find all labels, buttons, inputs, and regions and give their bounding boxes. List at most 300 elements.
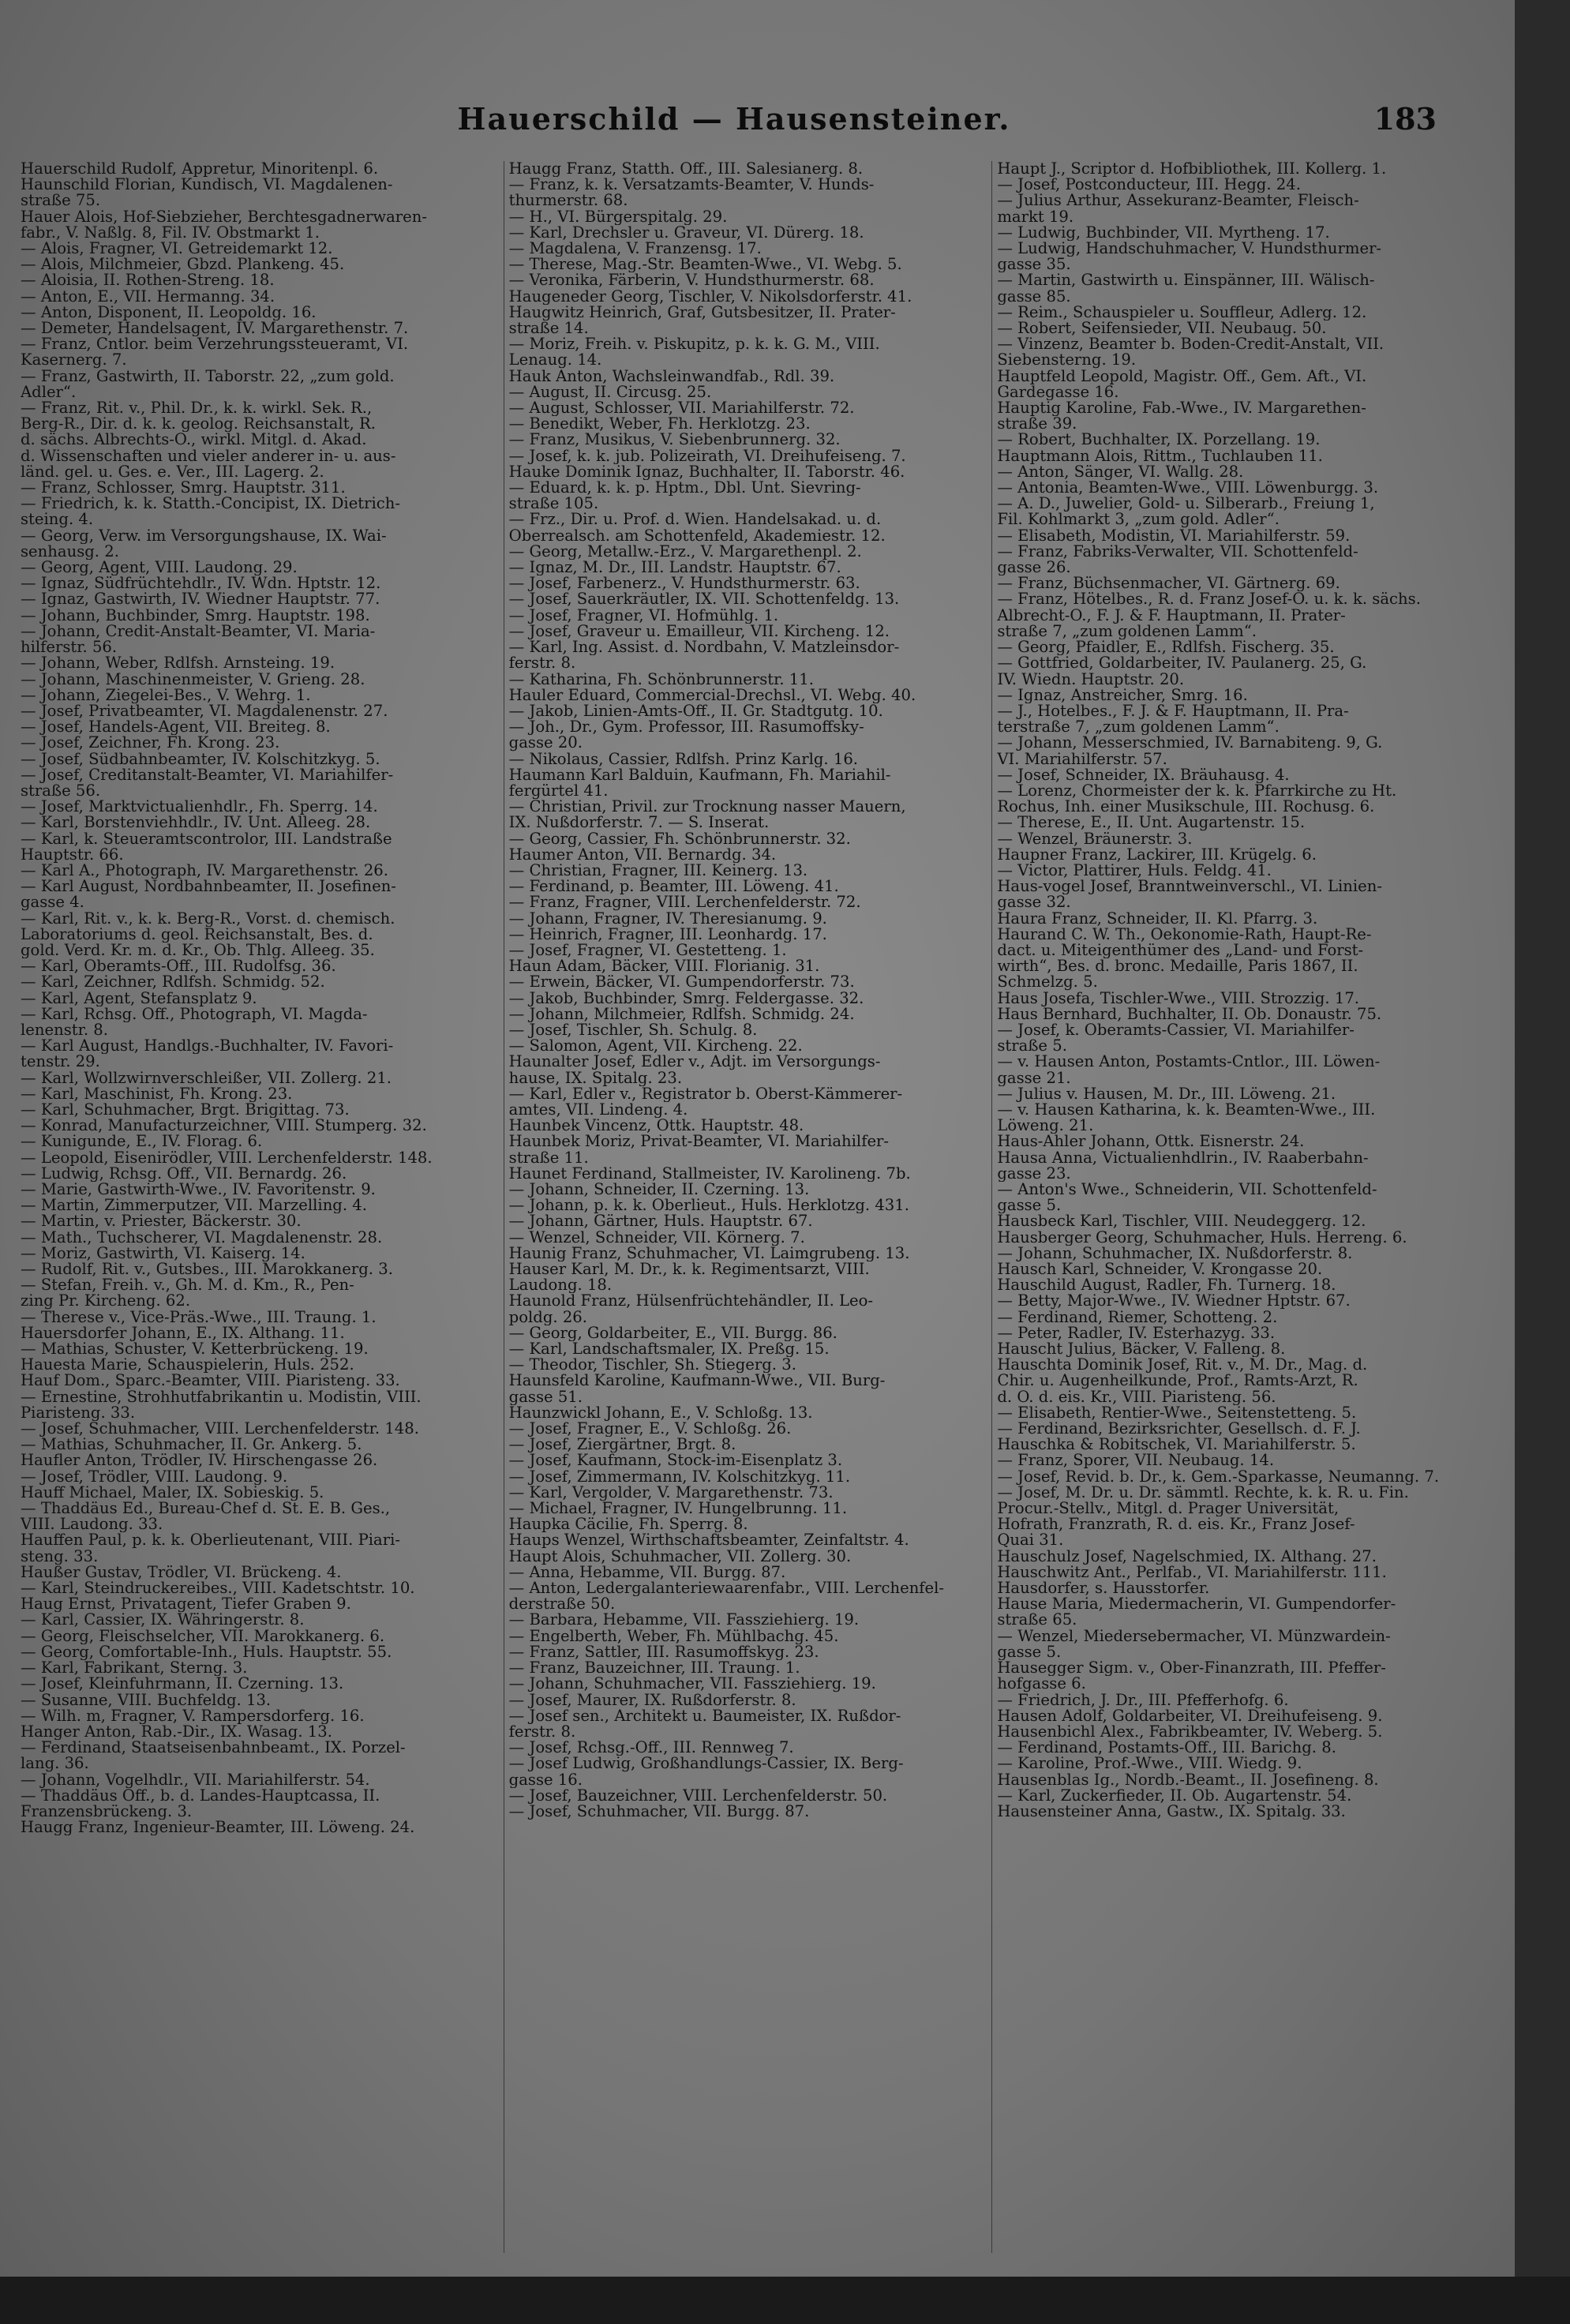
directory-entry-line: Hauler Eduard, Commercial-Drechsl., VI. Webg. 40. [508,687,916,703]
directory-entry-line: — Mathias, Schuhmacher, II. Gr. Ankerg. 5. [21,1437,362,1453]
directory-entry-line: — Aloisia, II. Rothen-Streng. 18. [21,272,275,289]
directory-entry-line: Hauptmann Alois, Rittm., Tuchlauben 11. [997,448,1323,464]
directory-entry-line: Siebensterng. 19. [997,352,1137,369]
directory-entry-line: — Jakob, Buchbinder, Smrg. Feldergasse. 32. [508,990,864,1006]
directory-entry-line: — Franz, Rit. v., Phil. Dr., k. k. wirkl. Sek. R., [21,400,373,417]
directory-entry-line: — Heinrich, Fragner, III. Leonhardg. 17. [508,926,827,943]
scan-border-bottom [0,2277,1570,2324]
directory-entry-line: gasse 5. [997,1644,1062,1661]
directory-entry-line: — Betty, Major-Wwe., IV. Wiedner Hptstr. 67. [997,1293,1351,1310]
directory-entry-line: — Antonia, Beamten-Wwe., VIII. Löwenburgg. 3. [997,480,1379,497]
directory-entry-line: — Karl, Wollzwirnverschleißer, VII. Zollerg. 21. [21,1070,392,1086]
directory-entry-line: Hauffen Paul, p. k. k. Oberlieutenant, VIII. Piari- [21,1532,400,1549]
directory-entry-line: — Karl, Zuckerfieder, II. Ob. Augartenstr. 54. [997,1787,1352,1804]
directory-entry-line: — Josef, Kleinfuhrmann, II. Czerning. 13. [21,1676,344,1692]
directory-entry-line: Haußer Gustav, Trödler, VI. Brückeng. 4. [21,1564,342,1581]
directory-entry-line: lenenstr. 8. [21,1021,108,1039]
running-head: Hauerschild — Hausensteiner. [457,101,1011,137]
directory-entry-line: Hauer Alois, Hof-Siebzieher, Berchtesgadnerwaren- [21,208,428,225]
directory-entry-line: Hauschka & Robitschek, VI. Mariahilferstr. 5. [997,1437,1356,1453]
directory-entry-line: Haupner Franz, Lackirer, III. Krügelg. 6. [997,846,1317,863]
directory-entry-line: Hauschwitz Ant., Perlfab., VI. Mariahilferstr. 111. [997,1564,1387,1581]
column-left [21,161,493,2253]
directory-entry-line: — Josef, Südbahnbeamter, IV. Kolschitzkyg. 5. [21,751,380,767]
directory-entry-line: — H., VI. Bürgerspitalg. 29. [508,208,728,225]
directory-entry-line: Schmelzg. 5. [997,974,1098,991]
directory-entry-line: gasse 26. [997,560,1071,576]
directory-entry-line: — Franz, Sattler, III. Rasumoffskyg. 23. [508,1644,819,1661]
directory-entry-line: Hauerschild Rudolf, Appretur, Minoritenpl. 6. [21,161,379,178]
directory-entry-line: fabr., V. Naßlg. 8, Fil. IV. Obstmarkt 1. [21,224,320,242]
directory-entry-line: — Anna, Hebamme, VII. Burgg. 87. [508,1564,786,1581]
directory-entry-line: — A. D., Juwelier, Gold- u. Silberarb., Freiung 1, [997,496,1375,512]
directory-entry-line: — Anton, Ledergalanteriewaarenfabr., VIII. Lerchenfel- [508,1580,945,1597]
directory-entry-line: Haunzwickl Johann, E., V. Schloßg. 13. [508,1404,813,1422]
directory-entry-line: Hauff Michael, Maler, IX. Sobieskig. 5. [21,1484,324,1501]
directory-entry-line: — Johann, Gärtner, Huls. Hauptstr. 67. [508,1213,813,1230]
directory-entry-line: — Julius Arthur, Assekuranz-Beamter, Fleisch- [997,193,1359,209]
directory-entry-line: Haunold Franz, Hülsenfrüchtehändler, II. Leo- [508,1293,874,1310]
directory-entry-line: — Julius v. Hausen, M. Dr., III. Löweng. 21. [997,1085,1336,1102]
directory-entry-line: — Magdalena, V. Franzensg. 17. [508,241,762,257]
directory-entry-line: Haupt Alois, Schuhmacher, VII. Zollerg. 30. [508,1548,852,1565]
directory-entry-line: — Josef, Handels-Agent, VII. Breiteg. 8. [21,719,331,736]
directory-entry-line: — Josef, Zeichner, Fh. Krong. 23. [21,735,280,752]
directory-entry-line: — Theodor, Tischler, Sh. Stiegerg. 3. [508,1357,796,1374]
directory-entry-line: — Frz., Dir. u. Prof. d. Wien. Handelsakad. u. d. [508,512,882,528]
directory-entry-line: — Karl, Oberamts-Off., III. Rudolfsg. 36. [21,958,336,975]
directory-entry-line: Gardegasse 16. [997,384,1119,401]
directory-entry-line: gold. Verd. Kr. m. d. Kr., Ob. Thlg. Alleeg. 35. [21,942,375,959]
directory-entry-line: — Christian, Fragner, III. Keinerg. 13. [508,862,808,879]
directory-entry-line: — Alois, Milchmeier, Gbzd. Plankeng. 45. [21,257,345,273]
directory-entry-line: — Josef, Sauerkräutler, IX. VII. Schottenfeldg. 13. [508,591,900,608]
directory-entry-line: IX. Nußdorferstr. 7. — S. Inserat. [508,815,770,831]
directory-entry-line: Hauptig Karoline, Fab.-Wwe., IV. Margarethen- [997,400,1366,417]
directory-entry-line: — Leopold, Eisenirödler, VIII. Lerchenfelderstr. 148. [21,1149,433,1166]
directory-entry-line: — Peter, Radler, IV. Esterhazyg. 33. [997,1325,1276,1342]
directory-entry-line: — Wenzel, Bräunerstr. 3. [997,830,1193,847]
directory-entry-line: Haunbek Vincenz, Ottk. Hauptstr. 48. [508,1118,804,1134]
directory-entry-line: — Franz, Büchsenmacher, VI. Gärtnerg. 69. [997,575,1340,592]
directory-entry-line: — Josef, Privatbeamter, VI. Magdalenenstr. 27. [21,703,388,720]
directory-entry-line: — Vinzenz, Beamter b. Boden-Credit-Anstalt, VII. [997,336,1385,353]
directory-entry-line: gasse 35. [997,257,1071,273]
directory-entry-line: Haugwitz Heinrich, Graf, Gutsbesitzer, II. Prater- [508,304,896,321]
directory-entry-line: — Reim., Schauspieler u. Souffleur, Adlerg. 12. [997,304,1367,321]
directory-entry-line: — Alois, Fragner, VI. Getreidemarkt 12. [21,241,333,257]
directory-entry-line: — Ferdinand, Riemer, Schotteng. 2. [997,1309,1278,1325]
directory-entry-line: straße 11. [508,1149,589,1166]
directory-entry-line: — Franz, Fabriks-Verwalter, VII. Schottenfeld- [997,543,1358,560]
directory-entry-line: gasse 32. [997,894,1071,911]
directory-entry-line: — Johann, Credit-Anstalt-Beamter, VI. Maria- [21,623,376,640]
directory-entry-line: Haus Josefa, Tischler-Wwe., VIII. Strozzig. 17. [997,990,1360,1006]
directory-entry-line: — Josef, Postconducteur, III. Hegg. 24. [997,177,1301,193]
directory-entry-line: gasse 20. [508,735,583,752]
directory-entry-line: Hauser Karl, M. Dr., k. k. Regimentsarzt, VIII. [508,1261,870,1278]
directory-entry-line: — Johann, Vogelhdlr., VII. Mariahilferstr. 54. [21,1771,370,1788]
directory-entry-line: hause, IX. Spitalg. 23. [508,1070,683,1086]
directory-entry-line: — Jakob, Linien-Amts-Off., II. Gr. Stadtgutg. 10. [508,703,883,720]
directory-entry-line: IV. Wiedn. Hauptstr. 20. [997,671,1185,688]
directory-entry-line: — Anton, Disponent, II. Leopoldg. 16. [21,304,317,321]
directory-entry-line: — Martin, Gastwirth u. Einspänner, III. Wälisch- [997,272,1375,289]
directory-entry-line: — Wenzel, Schneider, VII. Körnerg. 7. [508,1229,805,1246]
directory-entry-line: — Ferdinand, Postamts-Off., III. Barichg. 8. [997,1740,1336,1756]
directory-entry-line: Haunbek Moriz, Privat-Beamter, VI. Mariahilfer- [508,1134,890,1150]
directory-entry-line: — Kunigunde, E., IV. Florag. 6. [21,1134,263,1150]
directory-entry-line: Haufler Anton, Trödler, IV. Hirschengasse 26. [21,1452,378,1469]
directory-entry-line: — Franz, Gastwirth, II. Taborstr. 22, „zum gold. [21,368,395,384]
directory-entry-line: Hauscht Julius, Bäcker, V. Falleng. 8. [997,1341,1286,1358]
directory-entry-line: — Christian, Privil. zur Trocknung nasser Mauern, [508,799,906,815]
directory-entry-line: — Mathias, Schuster, V. Ketterbrückeng. 19. [21,1341,369,1358]
directory-entry-line: — Joh., Dr., Gym. Professor, III. Rasumoffsky- [508,719,864,736]
directory-entry-line: — Ludwig, Buchbinder, VII. Myrtheng. 17. [997,224,1330,242]
directory-entry-line: Haups Wenzel, Wirthschaftsbeamter, Zeinfaltstr. 4. [508,1532,909,1549]
directory-entry-line: — Josef, Schneider, IX. Bräuhausg. 4. [997,767,1290,783]
directory-entry-line: — Thaddäus Off., b. d. Landes-Hauptcassa, II. [21,1787,380,1804]
directory-entry-line: straße 75. [21,193,101,209]
directory-entry-line: gasse 85. [997,288,1071,305]
page-number: 183 [1373,101,1437,137]
directory-entry-line: — Michael, Fragner, IV. Hungelbrunng. 11. [508,1501,848,1517]
directory-entry-line: — Ferdinand, Staatseisenbahnbeamt., IX. Porzel- [21,1740,406,1756]
directory-entry-line: straße 65. [997,1612,1077,1629]
directory-entry-line: Hausberger Georg, Schuhmacher, Huls. Herreng. 6. [997,1229,1407,1246]
directory-entry-line: — Ignaz, Gastwirth, IV. Wiedner Hauptstr. 77. [21,591,380,608]
directory-entry-line: gasse 4. [21,894,84,911]
directory-entry-line: — Martin, Zimmerputzer, VII. Marzelling. 4. [21,1198,368,1214]
directory-entry-line: Haurand C. W. Th., Oekonomie-Rath, Haupt-Re- [997,926,1372,943]
directory-entry-line: — Josef, Trödler, VIII. Laudong. 9. [21,1468,288,1485]
directory-entry-line: — Karl, Agent, Stefansplatz 9. [21,990,257,1006]
directory-entry-line: Hauersdorfer Johann, E., IX. Althang. 11. [21,1325,345,1342]
directory-entry-line: — Ferdinand, Bezirksrichter, Gesellsch. d. F. J. [997,1421,1361,1438]
directory-entry-line: Hauschild August, Radler, Fh. Turnerg. 18. [997,1277,1336,1294]
directory-entry-line: ferstr. 8. [508,655,576,672]
directory-entry-line: — Franz, Cntlor. beim Verzehrungssteueramt, VI. [21,336,409,353]
directory-entry-line: gasse 51. [508,1389,583,1405]
directory-entry-line: — Gottfried, Goldarbeiter, IV. Paulanerg. 25, G. [997,655,1367,672]
directory-entry-line: — Ferdinand, p. Beamter, III. Löweng. 41. [508,879,839,895]
directory-entry-line: Laudong. 18. [508,1277,613,1294]
directory-entry-line: — Anton, Sänger, VI. Wallg. 28. [997,463,1244,481]
directory-entry-line: Hausdorfer, s. Hausstorfer. [997,1580,1210,1597]
directory-entry-line: terstraße 7, „zum goldenen Lamm“. [997,719,1280,736]
directory-entry-line: — Eduard, k. k. p. Hptm., Dbl. Unt. Sievring- [508,480,861,497]
directory-entry-line: Haunsfeld Karoline, Kaufmann-Wwe., VII. Burg- [508,1373,886,1389]
directory-entry-line: Haug Ernst, Privatagent, Tiefer Graben 9. [21,1596,351,1613]
directory-entry-line: — Therese, Mag.-Str. Beamten-Wwe., VI. Webg. 5. [508,257,902,273]
directory-entry-line: — Josef, M. Dr. u. Dr. sämmtl. Rechte, k. k. R. u. Fin. [997,1484,1409,1501]
directory-entry-line: — Josef, Schuhmacher, VII. Burgg. 87. [508,1803,810,1820]
directory-entry-line: Hofrath, Franzrath, R. d. eis. Kr., Franz Josef- [997,1516,1355,1533]
directory-entry-line: — Barbara, Hebamme, VII. Fassziehierg. 19. [508,1612,860,1629]
directory-entry-line: — Karl, k. Steueramtscontrolor, III. Landstraße [21,830,392,847]
directory-entry-line: ferstr. 8. [508,1723,576,1741]
directory-entry-line: straße 14. [508,320,589,337]
directory-entry-line: Hausensteiner Anna, Gastw., IX. Spitalg. 33. [997,1803,1346,1820]
directory-entry-line: Haugg Franz, Ingenieur-Beamter, III. Löweng. 24. [21,1820,415,1836]
directory-entry-line: — Franz, Sporer, VII. Neubaug. 14. [997,1452,1275,1469]
directory-entry-line: — Josef, Rchsg.-Off., III. Rennweg 7. [508,1740,794,1756]
directory-entry-line: VI. Mariahilferstr. 57. [997,751,1167,767]
directory-entry-line: — Ludwig, Rchsg. Off., VII. Bernardg. 26. [21,1165,347,1182]
directory-entry-line: — Demeter, Handelsagent, IV. Margarethenstr. 7. [21,320,409,337]
directory-entry-line: — Josef, Zimmermann, IV. Kolschitzkyg. 11. [508,1468,851,1485]
directory-entry-line: Haumer Anton, VII. Bernardg. 34. [508,846,777,863]
directory-entry-line: — Franz, k. k. Versatzamts-Beamter, V. Hunds- [508,177,875,193]
directory-entry-line: — Georg, Verw. im Versorgungshause, IX. Wai- [21,527,387,544]
directory-entry-line: — Josef, Farbenerz., V. Hundsthurmerstr. 63. [508,575,860,592]
directory-entry-line: Hausenbichl Alex., Fabrikbeamter, IV. Weberg. 5. [997,1723,1383,1741]
directory-entry-line: Procur.-Stellv., Mitgl. d. Prager Universität, [997,1501,1340,1517]
directory-entry-line: Haugeneder Georg, Tischler, V. Nikolsdorferstr. 41. [508,288,912,305]
directory-entry-line: — Veronika, Färberin, V. Hundsthurmerstr. 68. [508,272,875,289]
directory-entry-line: straße 5. [997,1038,1067,1055]
directory-entry-line: Löweng. 21. [997,1118,1094,1134]
directory-entry-line: — Johann, p. k. k. Oberlieut., Huls. Herklotzg. 431. [508,1198,909,1214]
directory-entry-line: gasse 16. [508,1771,583,1788]
directory-entry-line: Haunig Franz, Schuhmacher, VI. Laimgrubeng. 13. [508,1245,910,1262]
directory-entry-line: — Karl, Rit. v., k. k. Berg-R., Vorst. d. chemisch. [21,910,395,927]
directory-entry-line: Oberrealsch. am Schottenfeld, Akademiestr. 12. [508,527,886,544]
scan-border-right [1515,0,1570,2324]
directory-entry-line: — Josef, Fragner, VI. Hofmühlg. 1. [508,607,779,624]
directory-entry-line: — Georg, Agent, VIII. Laudong. 29. [21,560,298,576]
directory-entry-line: — Josef, Marktvictualienhdlr., Fh. Sperrg. 14. [21,799,378,815]
directory-entry-line: — Elisabeth, Rentier-Wwe., Seitenstetteng. 5. [997,1404,1357,1422]
directory-entry-line: — Josef, k. k. jub. Polizeirath, VI. Dreihufeiseng. 7. [508,448,906,464]
directory-entry-line: — Josef, k. Oberamts-Cassier, VI. Mariahilfer- [997,1021,1355,1039]
directory-entry-line: — Johann, Ziegelei-Bes., V. Wehrg. 1. [21,687,311,703]
directory-entry-line: Lenaug. 14. [508,352,602,369]
directory-entry-line: Haumann Karl Balduin, Kaufmann, Fh. Mariahil- [508,767,891,783]
directory-entry-line: Haunalter Josef, Edler v., Adjt. im Versorgungs- [508,1054,881,1070]
directory-entry-line: senhausg. 2. [21,543,119,560]
directory-entry-line: — Karl A., Photograph, IV. Margarethenstr. 26. [21,862,389,879]
directory-entry-line: — Engelberth, Weber, Fh. Mühlbachg. 45. [508,1628,839,1644]
directory-entry-line: Berg-R., Dir. d. k. k. geolog. Reichsanstalt, R. [21,416,377,433]
directory-entry-line: — Ignaz, M. Dr., III. Landstr. Hauptstr. 67. [508,560,841,576]
directory-entry-line: straße 39. [997,416,1077,433]
directory-entry-line: — Josef, Graveur u. Emailleur, VII. Kircheng. 12. [508,623,890,640]
directory-entry-line: — Friedrich, J. Dr., III. Pfefferhofg. 6. [997,1692,1289,1708]
directory-entry-line: — Lorenz, Chormeister der k. k. Pfarrkirche zu Ht. [997,782,1397,800]
directory-entry-line: — Johann, Maschinenmeister, V. Grieng. 28. [21,671,365,688]
directory-entry-line: — Karl, Edler v., Registrator b. Oberst-Kämmerer- [508,1085,903,1102]
directory-entry-line: Hausbeck Karl, Tischler, VIII. Neudeggerg. 12. [997,1213,1366,1230]
directory-entry-line: — Franz, Fragner, VIII. Lerchenfelderstr. 72. [508,894,861,911]
directory-entry-line: Hauesta Marie, Schauspielerin, Huls. 252. [21,1357,354,1374]
directory-entry-line: — Franz, Hötelbes., R. d. Franz Josef-O. u. k. k. sächs. [997,591,1421,608]
directory-entry-line: — Karl, Rchsg. Off., Photograph, VI. Magda- [21,1006,368,1022]
directory-entry-line: Hause Maria, Miedermacherin, VI. Gumpendorfer- [997,1596,1396,1613]
directory-entry-line: — Marie, Gastwirth-Wwe., IV. Favoritenstr. 9. [21,1182,376,1198]
directory-entry-line: — Benedikt, Weber, Fh. Herklotzg. 23. [508,416,811,433]
directory-entry-line: Hauschulz Josef, Nagelschmied, IX. Althang. 27. [997,1548,1377,1565]
directory-entry-line: — Karl, Drechsler u. Graveur, VI. Dürerg. 18. [508,224,864,242]
directory-entry-line: — Karl, Vergolder, V. Margarethenstr. 73. [508,1484,834,1501]
directory-entry-line: hofgasse 6. [997,1676,1086,1692]
directory-entry-line: — Josef, Fragner, VI. Gestetteng. 1. [508,942,787,959]
directory-entry-line: — Thaddäus Ed., Bureau-Chef d. St. E. B. Ges., [21,1501,391,1517]
directory-entry-line: — Karoline, Prof.-Wwe., VIII. Wiedg. 9. [997,1756,1302,1772]
directory-entry-line: steng. 33. [21,1548,99,1565]
directory-entry-line: — Karl, Ing. Assist. d. Nordbahn, V. Matzleinsdor- [508,639,900,656]
directory-entry-line: Hausa Anna, Victualienhdlrin., IV. Raaberbahn- [997,1149,1369,1166]
directory-entry-line: — Moriz, Freih. v. Piskupitz, p. k. k. G. M., VIII. [508,336,880,353]
directory-entry-line: — Georg, Comfortable-Inh., Huls. Hauptstr. 55. [21,1644,392,1661]
directory-entry-line: Hausegger Sigm. v., Ober-Finanzrath, III. Pfeffer- [997,1660,1386,1677]
directory-entry-line: — Therese v., Vice-Präs.-Wwe., III. Traung. 1. [21,1309,377,1325]
directory-entry-line: — Josef, Ziergärtner, Brgt. 8. [508,1437,736,1453]
directory-entry-line: — Karl, Schuhmacher, Brgt. Brigittag. 73. [21,1101,350,1119]
directory-entry-line: tenstr. 29. [21,1054,100,1070]
directory-entry-line: Hauschta Dominik Josef, Rit. v., M. Dr., Mag. d. [997,1357,1368,1374]
directory-entry-line: — Karl, Borstenviehhdlr., IV. Unt. Alleeg. 28. [21,815,371,831]
directory-entry-line: — Josef, Creditanstalt-Beamter, VI. Mariahilfer- [21,767,394,783]
directory-entry-line: — Wilh. m, Fragner, V. Rampersdorferg. 16. [21,1707,365,1724]
directory-entry-line: Haura Franz, Schneider, II. Kl. Pfarrg. 3. [997,910,1318,927]
directory-entry-line: — Karl, Fabrikant, Sterng. 3. [21,1660,248,1677]
directory-entry-line: — Susanne, VIII. Buchfeldg. 13. [21,1692,272,1708]
directory-entry-line: amtes, VII. Lindeng. 4. [508,1101,688,1119]
directory-entry-line: — Johann, Weber, Rdlfsh. Arnsteing. 19. [21,655,335,672]
directory-entry-line: — Friedrich, k. k. Statth.-Concipist, IX. Dietrich- [21,496,401,512]
directory-entry-line: Haugg Franz, Statth. Off., III. Salesianerg. 8. [508,161,864,178]
directory-entry-line: — J., Hotelbes., F. J. & F. Hauptmann, II. Pra- [997,703,1349,720]
directory-entry-line: — Karl, Landschaftsmaler, IX. Preßg. 15. [508,1341,830,1358]
directory-entry-line: — Josef, Revid. b. Dr., k. Gem.-Sparkasse, Neumanng. 7. [997,1468,1440,1485]
column-middle [504,161,981,2253]
directory-entry-line: länd. gel. u. Ges. e. Ver., III. Lagerg. 2. [21,463,324,481]
directory-entry-line: Haupt J., Scriptor d. Hofbibliothek, III. Kollerg. 1. [997,161,1387,178]
directory-entry-line: Haunet Ferdinand, Stallmeister, IV. Karolineng. 7b. [508,1165,911,1182]
directory-entry-line: — Ludwig, Handschuhmacher, V. Hundsthurmer- [997,241,1382,257]
directory-entry-line: straße 56. [21,782,101,800]
directory-entry-line: markt 19. [997,208,1074,225]
directory-entry-line: — Josef, Fragner, E., V. Schloßg. 26. [508,1421,792,1438]
directory-entry-line: — Georg, Metallw.-Erz., V. Margarethenpl. 2. [508,543,862,560]
directory-entry-line: — Josef, Bauzeichner, VIII. Lerchenfelderstr. 50. [508,1787,888,1804]
directory-entry-line: — Josef, Kaufmann, Stock-im-Eisenplatz 3. [508,1452,843,1469]
directory-entry-line: — Georg, Cassier, Fh. Schönbrunnerstr. 32. [508,830,851,847]
directory-entry-line: — Johann, Schuhmacher, VII. Fassziehierg. 19. [508,1676,876,1692]
directory-entry-line: derstraße 50. [508,1596,616,1613]
directory-entry-line: Haun Adam, Bäcker, VIII. Florianig. 31. [508,958,820,975]
directory-entry-line: dact. u. Miteigenthümer des „Land- und Forst- [997,942,1364,959]
directory-entry-line: — Josef sen., Architekt u. Baumeister, IX. Rußdor- [508,1707,901,1724]
directory-entry-line: Chir. u. Augenheilkunde, Prof., Ramts-Arzt, R. [997,1373,1358,1389]
directory-entry-line: steing. 4. [21,512,94,528]
directory-entry-line: — Karl, Cassier, IX. Währingerstr. 8. [21,1612,305,1629]
directory-entry-line: Hauke Dominik Ignaz, Buchhalter, II. Taborstr. 46. [508,463,905,481]
directory-entry-line: — Rudolf, Rit. v., Gutsbes., III. Marokkanerg. 3. [21,1261,393,1278]
directory-entry-line: Fil. Kohlmarkt 3, „zum gold. Adler“. [997,512,1280,528]
directory-entry-line: — Robert, Seifensieder, VII. Neubaug. 50. [997,320,1327,337]
directory-entry-line: fergürtel 41. [508,782,609,800]
directory-entry-line: Kasernerg. 7. [21,352,127,369]
directory-entry-line: — Elisabeth, Modistin, VI. Mariahilferstr. 59. [997,527,1351,544]
directory-entry-line: Haus-Ahler Johann, Ottk. Eisnerstr. 24. [997,1134,1305,1150]
directory-entry-line: — Stefan, Freih. v., Gh. M. d. Km., R., Pen- [21,1277,354,1294]
directory-entry-line: — Victor, Plattirer, Huls. Feldg. 41. [997,862,1272,879]
directory-entry-line: Piaristeng. 33. [21,1404,136,1422]
directory-entry-line: Haupka Cäcilie, Fh. Sperrg. 8. [508,1516,748,1533]
directory-columns [21,161,1469,2253]
page-header [32,101,1437,148]
directory-entry-line: Franzensbrückeng. 3. [21,1803,193,1820]
directory-entry-line: — Math., Tuchscherer, VI. Magdalenenstr. 28. [21,1229,383,1246]
directory-entry-line: — Johann, Schuhmacher, IX. Nußdorferstr. 8. [997,1245,1353,1262]
directory-entry-line: — Martin, v. Priester, Bäckerstr. 30. [21,1213,302,1230]
directory-entry-line: Haunschild Florian, Kundisch, VI. Magdalenen- [21,177,393,193]
directory-entry-line: — Karl, Steindruckereibes., VIII. Kadetschtstr. 10. [21,1580,415,1597]
directory-entry-line: Rochus, Inh. einer Musikschule, III. Rochusg. 6. [997,799,1375,815]
directory-entry-line: Quai 31. [997,1532,1064,1549]
directory-entry-line: — Salomon, Agent, VII. Kircheng. 22. [508,1038,803,1055]
directory-entry-line: wirth“, Bes. d. bronc. Medaille, Paris 1867, II. [997,958,1358,975]
directory-entry-line: — Josef, Schuhmacher, VIII. Lerchenfelderstr. 148. [21,1421,419,1438]
directory-entry-line: — Johann, Schneider, II. Czerning. 13. [508,1182,810,1198]
directory-entry-line: Haus-vogel Josef, Branntweinverschl., VI. Linien- [997,879,1383,895]
directory-entry-line: Hausenblas Ig., Nordb.-Beamt., II. Josefineng. 8. [997,1771,1379,1788]
directory-entry-line: hilferstr. 56. [21,639,118,656]
directory-entry-line: — Ignaz, Anstreicher, Smrg. 16. [997,687,1248,703]
directory-entry-line: — August, II. Circusg. 25. [508,384,712,401]
directory-entry-line: — Josef, Maurer, IX. Rußdorferstr. 8. [508,1692,796,1708]
directory-entry-line: Hanger Anton, Rab.-Dir., IX. Wasag. 13. [21,1723,332,1741]
directory-entry-line: — Georg, Fleischselcher, VII. Marokkanerg. 6. [21,1628,385,1644]
directory-entry-line: d. Wissenschaften und vieler anderer in- u. aus- [21,448,396,464]
directory-entry-line: Hauptfeld Leopold, Magistr. Off., Gem. Aft., VI. [997,368,1367,384]
directory-entry-line: — Ignaz, Südfrüchtehdlr., IV. Wdn. Hptstr. 12. [21,575,381,592]
directory-entry-line: — Johann, Milchmeier, Rdlfsh. Schmidg. 24. [508,1006,855,1022]
directory-entry-line: — Robert, Buchhalter, IX. Porzellang. 19. [997,432,1321,448]
directory-entry-line: VIII. Laudong. 33. [21,1516,163,1533]
directory-entry-line: — Karl, Zeichner, Rdlfsh. Schmidg. 52. [21,974,325,991]
directory-entry-line: straße 105. [508,496,599,512]
directory-entry-line: lang. 36. [21,1756,89,1772]
directory-entry-line: Hausch Karl, Schneider, V. Krongasse 20. [997,1261,1323,1278]
directory-entry-line: — Franz, Bauzeichner, III. Traung. 1. [508,1660,800,1677]
directory-entry-line: — Karl, Maschinist, Fh. Krong. 23. [21,1085,293,1102]
directory-entry-line: — Karl August, Handlgs.-Buchhalter, IV. Favori- [21,1038,394,1055]
directory-entry-line: Hauptstr. 66. [21,846,124,863]
directory-entry-line: — v. Hausen Anton, Postamts-Cntlor., III. Löwen- [997,1054,1381,1070]
directory-entry-line: poldg. 26. [508,1309,587,1325]
directory-entry-line: — Johann, Buchbinder, Smrg. Hauptstr. 198. [21,607,370,624]
directory-entry-line: Hauk Anton, Wachsleinwandfab., Rdl. 39. [508,368,835,384]
directory-entry-line: — v. Hausen Katharina, k. k. Beamten-Wwe., III. [997,1101,1376,1119]
column-right [991,161,1469,2253]
directory-entry-line: Hausen Adolf, Goldarbeiter, VI. Dreihufeiseng. 9. [997,1707,1383,1724]
directory-entry-line: Laboratoriums d. geol. Reichsanstalt, Bes. d. [21,926,373,943]
directory-entry-line: — Josef, Tischler, Sh. Schulg. 8. [508,1021,758,1039]
directory-entry-line: — Johann, Fragner, IV. Theresianumg. 9. [508,910,827,927]
directory-entry-line: gasse 5. [997,1198,1062,1214]
directory-entry-line: Hauf Dom., Sparc.-Beamter, VIII. Piaristeng. 33. [21,1373,400,1389]
directory-entry-line: — Moriz, Gastwirth, VI. Kaiserg. 14. [21,1245,305,1262]
directory-entry-line: — Wenzel, Miedersebermacher, VI. Münzwardein- [997,1628,1391,1644]
directory-entry-line: — Karl August, Nordbahnbeamter, II. Josefinen- [21,879,396,895]
directory-entry-line: — Ernestine, Strohhutfabrikantin u. Modistin, VIII. [21,1389,422,1405]
directory-entry-line: zing Pr. Kircheng. 62. [21,1293,191,1310]
directory-entry-line: — Franz, Schlosser, Smrg. Hauptstr. 311. [21,480,346,497]
